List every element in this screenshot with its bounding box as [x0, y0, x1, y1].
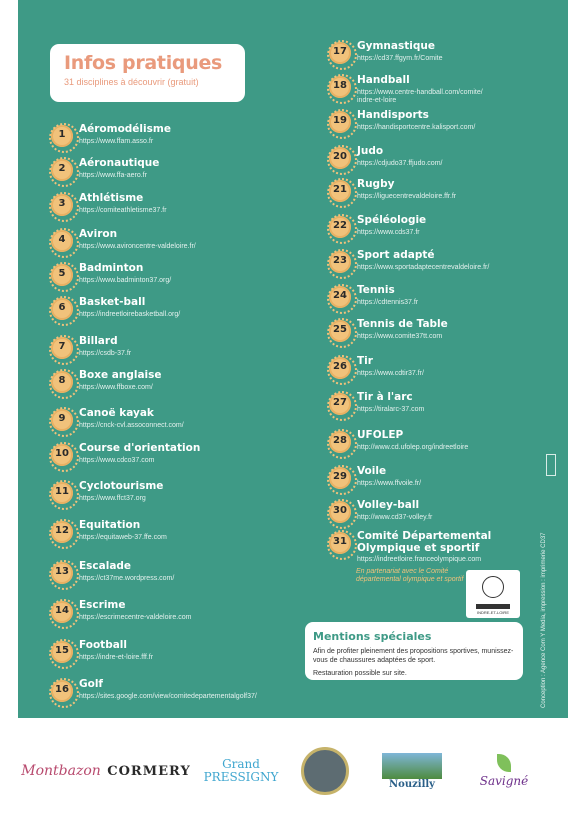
- discipline-item: [329, 147, 559, 177]
- discipline-number: 20: [333, 151, 347, 162]
- discipline-name: Volley-ball: [357, 499, 420, 511]
- discipline-name: Golf: [79, 678, 103, 690]
- montbazon-logo: Montbazon: [21, 763, 101, 779]
- discipline-url[interactable]: https://cd37.ffgym.fr/Comite: [357, 55, 443, 62]
- discipline-item: [51, 194, 311, 224]
- savigne-logo: [464, 744, 544, 798]
- discipline-number: 28: [333, 435, 347, 446]
- discipline-url[interactable]: https://www.ffam.asso.fr: [79, 138, 154, 145]
- discipline-number: 26: [333, 361, 347, 372]
- discipline-url[interactable]: https://www.cdco37.com: [79, 457, 155, 464]
- discipline-name: Athlétisme: [79, 192, 144, 204]
- discipline-item: [329, 501, 559, 531]
- discipline-url[interactable]: https://indreetloirebasketball.org/: [79, 311, 181, 318]
- discipline-number: 2: [58, 163, 66, 174]
- discipline-number: 4: [58, 234, 66, 245]
- mentions-line1: Afin de profiter pleinement des propositions sportives, munissez-vous de chaussures adaptées de sport.: [313, 648, 514, 664]
- discipline-url[interactable]: https://cdjudo37.ffjudo.com/: [357, 160, 443, 167]
- discipline-number: 10: [55, 448, 69, 459]
- discipline-number: 23: [333, 255, 347, 266]
- discipline-item: [51, 444, 311, 474]
- discipline-name: Billard: [79, 335, 118, 347]
- discipline-number: 29: [333, 471, 347, 482]
- discipline-url[interactable]: https://www.ffvoile.fr/: [357, 480, 422, 487]
- discipline-item: [329, 320, 559, 350]
- discipline-url[interactable]: https://www.cds37.fr: [357, 229, 420, 236]
- discipline-name: Tir: [357, 355, 373, 367]
- discipline-name: Tennis de Table: [357, 318, 448, 330]
- discipline-number: 7: [58, 341, 66, 352]
- discipline-number: 14: [55, 605, 69, 616]
- nouzilly-logo: [374, 744, 450, 798]
- discipline-url[interactable]: https://equitaweb-37.ffe.com: [79, 534, 167, 541]
- discipline-number: 13: [55, 566, 69, 577]
- discipline-url[interactable]: https://comiteathletisme37.fr: [79, 207, 167, 214]
- page-title: Infos pratiques: [64, 52, 223, 74]
- discipline-number: 24: [333, 290, 347, 301]
- discipline-item: [51, 264, 311, 294]
- discipline-number: 30: [333, 505, 347, 516]
- discipline-item: [51, 159, 311, 189]
- discipline-name: Escalade: [79, 560, 132, 572]
- cdos-logo: [466, 570, 520, 618]
- discipline-name: Boxe anglaise: [79, 369, 162, 381]
- discipline-name: Aviron: [79, 228, 118, 240]
- discipline-url[interactable]: https://cnck-cvl.assoconnect.com/: [79, 422, 184, 429]
- discipline-url[interactable]: https://ct37me.wordpress.com/: [79, 575, 175, 582]
- discipline-url[interactable]: https://www.ffboxe.com/: [79, 384, 153, 391]
- olympic-ring-icon: [482, 576, 504, 598]
- discipline-item: [51, 125, 311, 155]
- nouzilly-label: Nouzilly: [389, 778, 435, 790]
- side-tab: [546, 454, 556, 476]
- discipline-item: [329, 216, 559, 246]
- discipline-url[interactable]: https://www.badminton37.org/: [79, 277, 172, 284]
- discipline-name: Badminton: [79, 262, 144, 274]
- discipline-number: 5: [58, 268, 66, 279]
- discipline-name: Handball: [357, 74, 410, 86]
- discipline-item: [329, 111, 559, 141]
- discipline-number: 12: [55, 525, 69, 536]
- discipline-url[interactable]: https://www.centre-handball.com/comite/: [357, 89, 483, 96]
- savigne-label: Savigné: [479, 774, 529, 788]
- discipline-url[interactable]: https://cdtennis37.fr: [357, 299, 419, 306]
- discipline-url[interactable]: https://indre-et-loire.fff.fr: [79, 654, 154, 661]
- discipline-item: [51, 409, 311, 439]
- discipline-name: Tennis: [357, 284, 395, 296]
- discipline-item: [51, 482, 311, 512]
- discipline-item: [51, 562, 311, 592]
- hill-icon: [382, 753, 442, 779]
- discipline-number: 9: [58, 413, 66, 424]
- discipline-item: [329, 180, 559, 210]
- discipline-number: 15: [55, 645, 69, 656]
- discipline-number: 16: [55, 684, 69, 695]
- discipline-number: 19: [333, 115, 347, 126]
- discipline-url[interactable]: https://sites.google.com/view/comitedepartementalgolf37/: [79, 693, 257, 700]
- discipline-number: 8: [58, 375, 66, 386]
- credits: Conception : Agence Com Y Media, impression : imprimerie CD37: [541, 532, 547, 708]
- discipline-name: Cyclotourisme: [79, 480, 164, 492]
- discipline-name: Voile: [357, 465, 387, 477]
- discipline-item: [329, 76, 559, 106]
- discipline-item: [51, 521, 311, 551]
- sponsor-logos: [0, 722, 568, 820]
- discipline-item: [51, 298, 311, 328]
- discipline-url[interactable]: https://www.comite37tt.com: [357, 333, 443, 340]
- discipline-url[interactable]: http://www.cd.ufolep.org/indreetloire: [357, 444, 469, 451]
- discipline-number: 3: [58, 198, 66, 209]
- discipline-url[interactable]: https://indreetloire.franceolympique.com: [357, 556, 482, 563]
- discipline-item: [329, 393, 559, 423]
- medal-icon: [301, 747, 349, 795]
- discipline-name: Spéléologie: [357, 214, 427, 226]
- discipline-name: UFOLEP: [357, 429, 404, 441]
- discipline-item: [329, 251, 559, 281]
- discipline-url[interactable]: http://www.cd37-volley.fr: [357, 514, 433, 521]
- grand-pressigny-logo: Grand PRESSIGNY: [203, 757, 279, 784]
- discipline-number: 1: [58, 129, 66, 140]
- discipline-name: Gymnastique: [357, 40, 435, 52]
- discipline-number: 22: [333, 220, 347, 231]
- medal-logo: [296, 744, 354, 798]
- discipline-url-line2[interactable]: indre-et-loire: [357, 97, 397, 104]
- mentions-line2: Restauration possible sur site.: [313, 670, 407, 677]
- discipline-number: 27: [333, 397, 347, 408]
- discipline-url[interactable]: https://www.ffct37.org: [79, 495, 146, 502]
- title-box: [50, 44, 245, 102]
- discipline-item: [329, 357, 559, 387]
- discipline-name: Football: [79, 639, 127, 651]
- discipline-item: [329, 467, 559, 497]
- leaf-icon: [497, 754, 511, 772]
- discipline-url[interactable]: https://www.cdtir37.fr/: [357, 370, 424, 377]
- discipline-url[interactable]: https://www.ffa-aero.fr: [79, 172, 147, 179]
- discipline-name-line2: Olympique et sportif: [357, 542, 480, 554]
- discipline-item: [329, 532, 559, 562]
- cormery-logo: CORMERY: [107, 763, 191, 779]
- discipline-name: Escrime: [79, 599, 126, 611]
- mentions-box: [305, 622, 523, 680]
- discipline-number: 31: [333, 536, 347, 547]
- discipline-url[interactable]: https://handisportcentre.kalisport.com/: [357, 124, 476, 131]
- discipline-name: Equitation: [79, 519, 141, 531]
- discipline-item: [329, 42, 559, 72]
- cdos-logo-text: INDRE-ET-LOIRE: [476, 610, 509, 615]
- partner-note: En partenariat avec le Comité départemental olympique et sportif: [356, 568, 464, 583]
- discipline-url[interactable]: https://www.sportadaptecentrevaldeloire.fr/: [357, 264, 490, 271]
- discipline-url[interactable]: https://tiralarc-37.com: [357, 406, 425, 413]
- discipline-item: [329, 286, 559, 316]
- discipline-name: Basket-ball: [79, 296, 146, 308]
- discipline-name: Handisports: [357, 109, 429, 121]
- discipline-url[interactable]: https://www.avironcentre-valdeloire.fr/: [79, 243, 196, 250]
- discipline-item: [51, 337, 311, 367]
- discipline-name: Comité Départemental: [357, 530, 492, 542]
- discipline-number: 11: [55, 486, 69, 497]
- discipline-name: Sport adapté: [357, 249, 435, 261]
- discipline-number: 17: [333, 46, 347, 57]
- discipline-number: 6: [58, 302, 66, 313]
- discipline-name: Canoë kayak: [79, 407, 154, 419]
- discipline-item: [51, 680, 311, 710]
- discipline-name: Judo: [357, 145, 384, 157]
- discipline-name: Aéronautique: [79, 157, 160, 169]
- discipline-url[interactable]: https://csdb-37.fr: [79, 350, 132, 357]
- logo-bar: [476, 604, 510, 609]
- discipline-name: Aéromodélisme: [79, 123, 171, 135]
- discipline-number: 25: [333, 324, 347, 335]
- discipline-name: Rugby: [357, 178, 395, 190]
- mentions-title: Mentions spéciales: [313, 630, 432, 643]
- discipline-item: [51, 641, 311, 671]
- discipline-url[interactable]: https://liguecentrevaldeloire.ffr.fr: [357, 193, 457, 200]
- discipline-item: [51, 230, 311, 260]
- page-subtitle: 31 disciplines à découvrir (gratuit): [64, 77, 199, 87]
- discipline-item: [329, 431, 559, 461]
- discipline-name: Course d'orientation: [79, 442, 201, 454]
- discipline-name: Tir à l'arc: [357, 391, 413, 403]
- discipline-item: [51, 601, 311, 631]
- discipline-url[interactable]: https://escrimecentre-valdeloire.com: [79, 614, 192, 621]
- discipline-number: 18: [333, 80, 347, 91]
- discipline-number: 21: [333, 184, 347, 195]
- discipline-item: [51, 371, 311, 401]
